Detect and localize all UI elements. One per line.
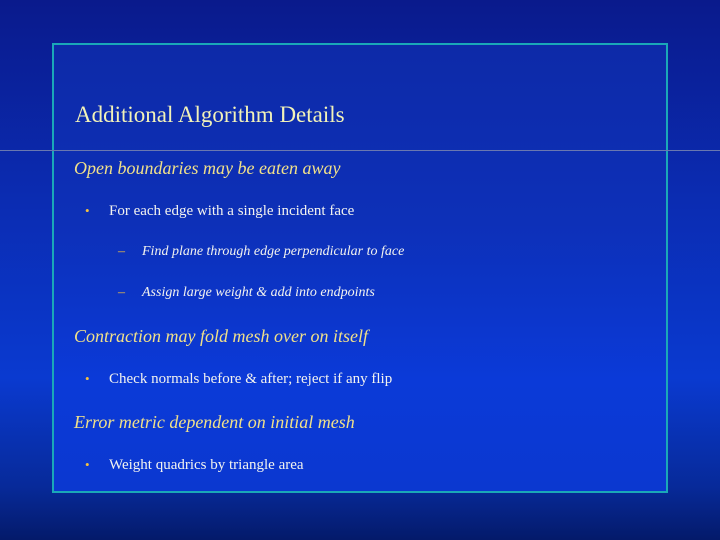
bullet-icon: • xyxy=(85,203,90,218)
section-heading-open-boundaries: Open boundaries may be eaten away xyxy=(74,158,341,178)
sub-bullet-item xyxy=(118,244,404,260)
section-heading-contraction: Contraction may fold mesh over on itself xyxy=(74,326,368,346)
bullet-text: For each edge with a single incident face xyxy=(109,203,355,219)
bullet-text: Check normals before & after; reject if any flip xyxy=(109,371,393,387)
dash-icon: – xyxy=(118,244,125,259)
slide-title: Additional Algorithm Details xyxy=(75,102,345,127)
dash-icon: – xyxy=(118,285,125,300)
sub-bullet-text: Find plane through edge perpendicular to face xyxy=(142,244,405,259)
title-divider xyxy=(0,150,720,151)
bullet-icon: • xyxy=(85,371,90,386)
section-heading-error-metric: Error metric dependent on initial mesh xyxy=(74,412,355,432)
bullet-text: Weight quadrics by triangle area xyxy=(109,457,304,473)
bullet-item xyxy=(85,371,392,388)
sub-bullet-item xyxy=(118,285,375,301)
bullet-icon: • xyxy=(85,457,90,472)
bullet-item xyxy=(85,203,354,220)
bullet-item xyxy=(85,457,304,474)
sub-bullet-text: Assign large weight & add into endpoints xyxy=(142,285,375,300)
